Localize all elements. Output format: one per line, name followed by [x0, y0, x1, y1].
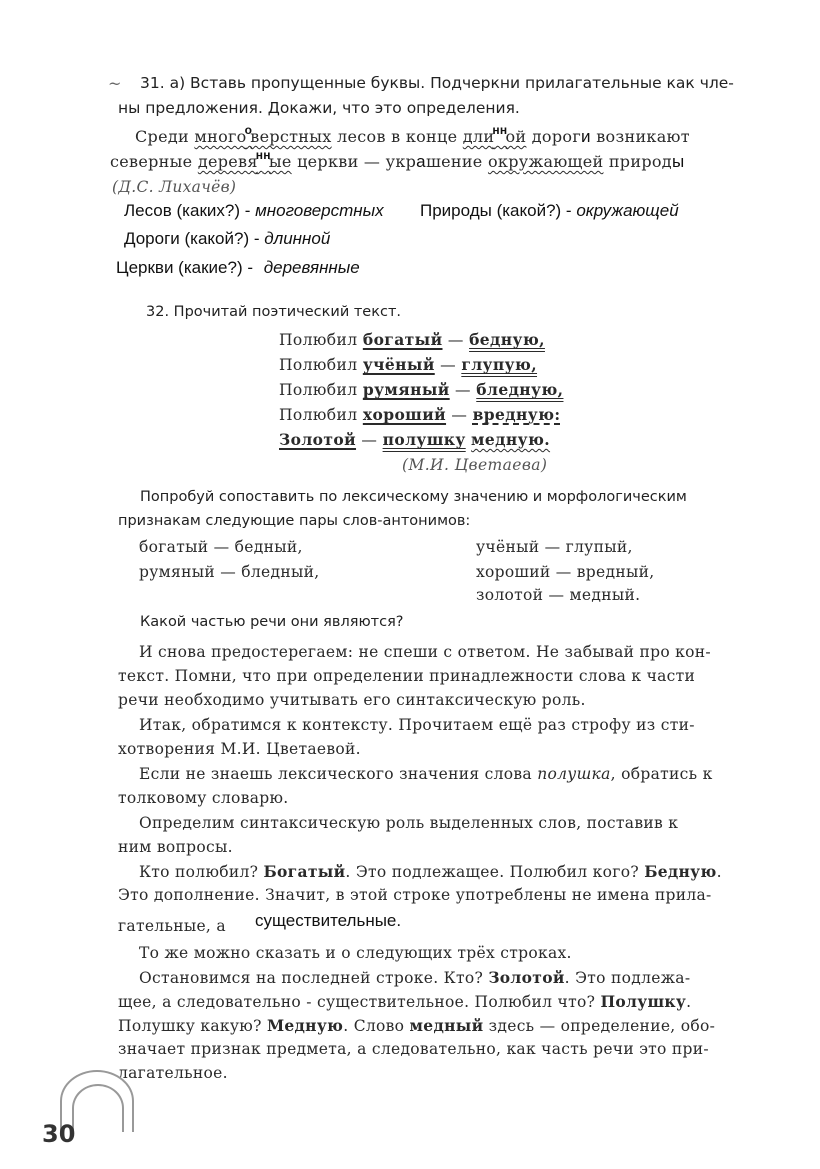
poem-line-1: Полюбил богатый — бедную, [279, 330, 545, 349]
poem-line-4: Полюбил хороший — вредную: [279, 405, 561, 424]
body-p4-l2: ним вопросы. [118, 838, 233, 856]
pair-5: золотой — медный. [476, 586, 641, 604]
task31-text-line2 [110, 148, 685, 172]
body-p5-l3: гательные, а [118, 917, 226, 935]
poem-author: (М.И. Цветаева) [402, 456, 548, 474]
word-underlined: дли$^{нн}$ой [462, 123, 527, 146]
compare-line2: признакам следующие пары слов-антонимов: [118, 513, 471, 529]
body-p4-l1: Определим синтаксическую роль выделенных слов, поставив к [139, 814, 679, 832]
task32-heading: 32. Прочитай поэтический текст. [146, 304, 402, 320]
body-p3-l2: толковому словарю. [118, 789, 289, 807]
compare-line1: Попробуй сопоставить по лексическому значению и морфологическим [140, 489, 687, 505]
body-p1-l1: И снова предостерегаем: не спеши с ответом. Не забывай про кон- [139, 643, 711, 661]
body-p2-l1: Итак, обратимся к контексту. Прочитаем ещё раз строфу из сти- [139, 716, 695, 734]
task31-heading-line1: 31. а) Вставь пропущенные буквы. Подчеркни прилагательные как чле- [140, 74, 734, 92]
body-p1-l2: текст. Помни, что при определении принадлежности слова к части [118, 667, 696, 685]
task31-heading-line2: ны предложения. Докажи, что это определения. [118, 99, 520, 117]
word: Среди [135, 127, 189, 146]
answer-2: Природы (какой?) - окружающей [420, 201, 679, 220]
inserted-letter: а [416, 152, 426, 171]
body-p5-l1: Кто полюбил? Богатый. Это подлежащее. Полюбил кого? Бедную. [139, 862, 722, 881]
answer-1: Лесов (каких?) - многоверстных [124, 201, 384, 220]
poem-line-2: Полюбил учёный — глупую, [279, 355, 538, 374]
task-marker-icon: ~ [108, 74, 122, 93]
body-p7-l1: Остановимся на последней строке. Кто? Золотой. Это подлежа- [139, 968, 691, 987]
task31-author: (Д.С. Лихачёв) [112, 178, 237, 196]
word-underlined: деревя$^{нн}$ые [197, 148, 292, 171]
body-p2-l2: хотворения М.И. Цветаевой. [118, 740, 361, 758]
answer-4: Церкви (какие?) - деревянные [116, 258, 360, 277]
poem-line-3: Полюбил румяный — бледную, [279, 380, 564, 399]
poem-line-5: Золотой — полушку медную. [279, 430, 551, 449]
word: возникают [596, 127, 690, 146]
body-p7-l5: лагательное. [118, 1064, 228, 1082]
body-p7-l3: Полушку какую? Медную. Слово медный здесь — определение, обо- [118, 1016, 716, 1035]
body-p7-l2: щее, а следовательно - существительное. Полюбил что? Полушку. [118, 992, 692, 1011]
word: природы [608, 152, 685, 171]
pair-2: учёный — глупый, [476, 538, 633, 556]
body-p1-l3: речи необходимо учитывать его синтаксическую роль. [118, 691, 586, 709]
body-p6: То же можно сказать и о следующих трёх строках. [139, 944, 572, 962]
body-p3-l1: Если не знаешь лексического значения слова полушка, обратись к [139, 765, 713, 783]
question: Какой частью речи они являются? [140, 614, 404, 630]
body-p5-l2: Это дополнение. Значит, в этой строке употреблены не имена прила- [118, 886, 712, 904]
decorative-swirl-icon [72, 1084, 124, 1132]
word: дороги [531, 127, 591, 146]
word-underlined: много$^о$верстных [194, 123, 332, 146]
word: лесов в конце [337, 127, 458, 146]
task31-text-line1 [135, 123, 690, 147]
body-p7-l4: значает признак предмета, а следовательно, как часть речи это при- [118, 1040, 709, 1058]
handwritten-answer-nouns: существительные. [255, 911, 402, 930]
word: церкви — укр [297, 152, 417, 171]
answer-3: Дороги (какой?) - длинной [124, 229, 331, 248]
word: шение [425, 152, 483, 171]
pair-4: хороший — вредный, [476, 563, 655, 581]
page-number: 30 [42, 1120, 76, 1148]
word: северные [110, 152, 193, 171]
pair-3: румяный — бледный, [139, 563, 320, 581]
word-underlined: окружающей [487, 152, 604, 171]
pair-1: богатый — бедный, [139, 538, 303, 556]
